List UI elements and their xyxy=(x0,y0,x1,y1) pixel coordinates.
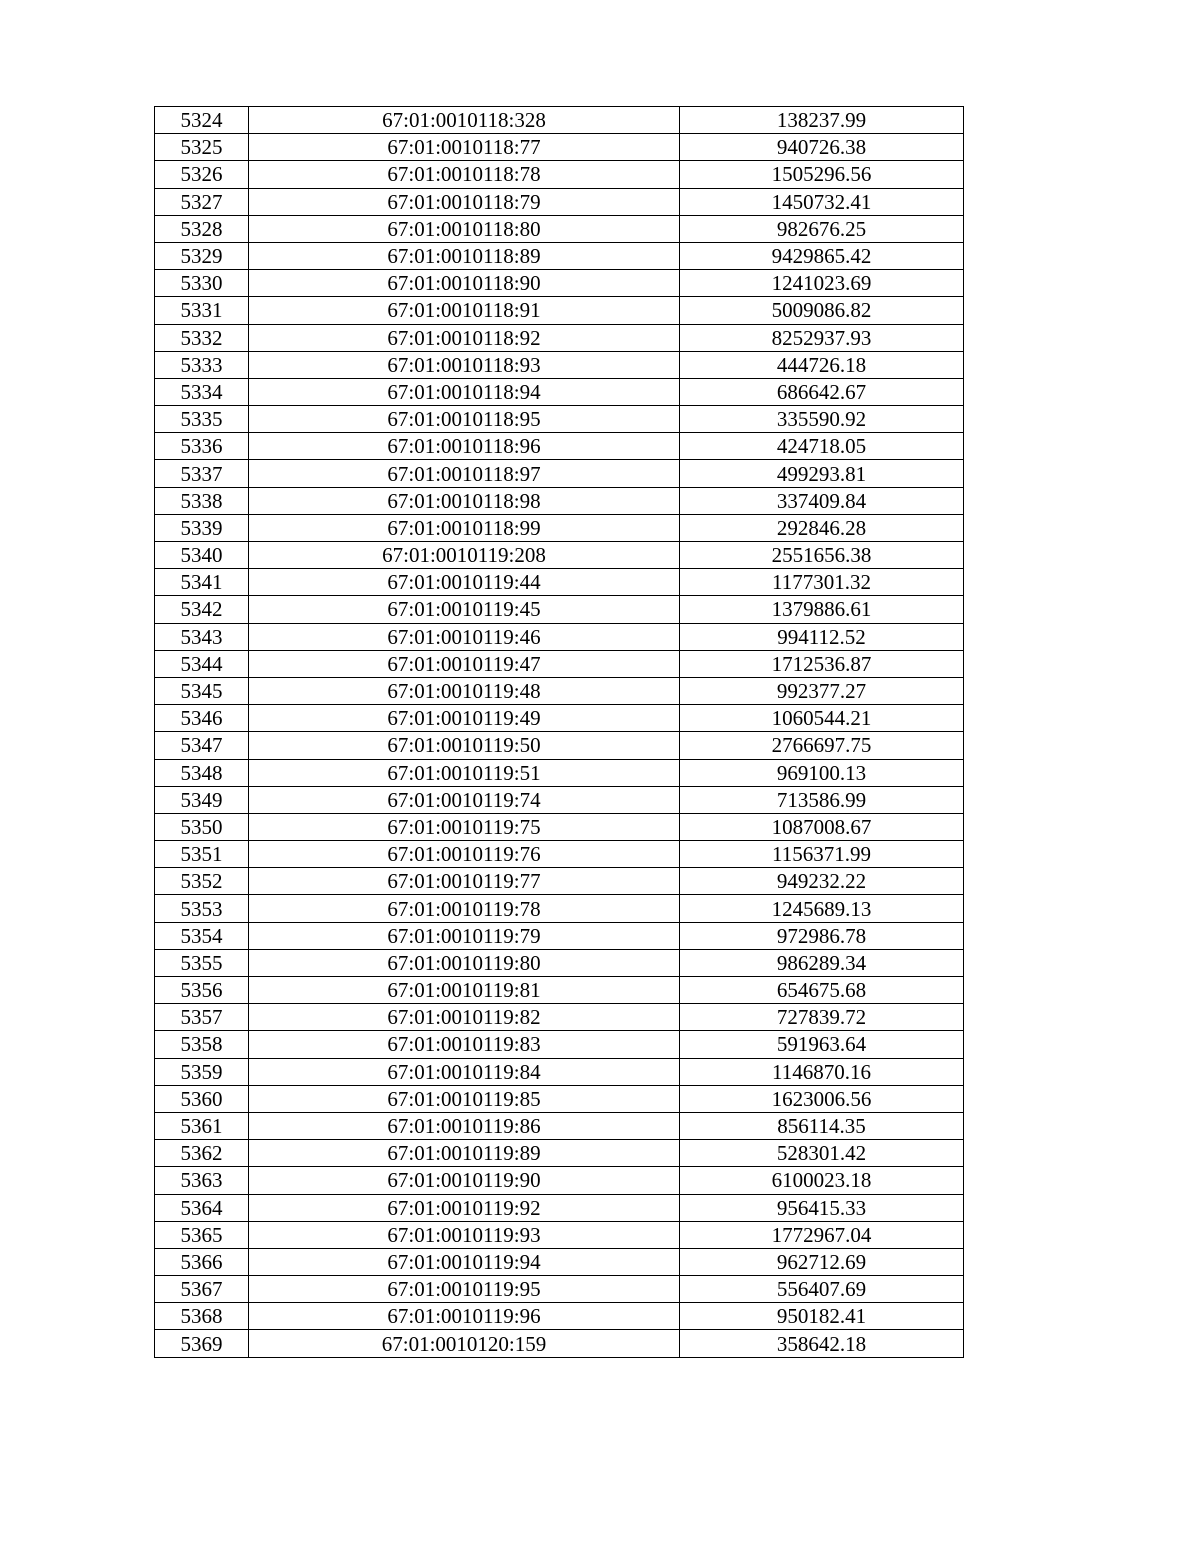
table-row xyxy=(155,324,964,351)
value-cell: 940726.38 xyxy=(680,134,964,161)
cadastral-number-cell: 67:01:0010119:86 xyxy=(249,1112,680,1139)
table-row xyxy=(155,650,964,677)
row-number-cell: 5363 xyxy=(155,1167,249,1194)
value-cell: 956415.33 xyxy=(680,1194,964,1221)
value-cell: 591963.64 xyxy=(680,1031,964,1058)
row-number-cell: 5334 xyxy=(155,378,249,405)
cadastral-number-cell: 67:01:0010118:98 xyxy=(249,487,680,514)
value-cell: 358642.18 xyxy=(680,1330,964,1357)
row-number-cell: 5336 xyxy=(155,433,249,460)
cadastral-number-cell: 67:01:0010119:50 xyxy=(249,732,680,759)
row-number-cell: 5341 xyxy=(155,569,249,596)
row-number-cell: 5356 xyxy=(155,977,249,1004)
row-number-cell: 5327 xyxy=(155,188,249,215)
cadastral-number-cell: 67:01:0010119:45 xyxy=(249,596,680,623)
value-cell: 727839.72 xyxy=(680,1004,964,1031)
cadastral-number-cell: 67:01:0010118:93 xyxy=(249,351,680,378)
table-row xyxy=(155,569,964,596)
row-number-cell: 5340 xyxy=(155,542,249,569)
cadastral-number-cell: 67:01:0010118:96 xyxy=(249,433,680,460)
row-number-cell: 5350 xyxy=(155,813,249,840)
table-body xyxy=(155,107,964,1358)
table-row xyxy=(155,1140,964,1167)
cadastral-number-cell: 67:01:0010118:90 xyxy=(249,270,680,297)
cadastral-number-cell: 67:01:0010119:51 xyxy=(249,759,680,786)
cadastral-number-cell: 67:01:0010119:83 xyxy=(249,1031,680,1058)
value-cell: 8252937.93 xyxy=(680,324,964,351)
cadastral-number-cell: 67:01:0010119:46 xyxy=(249,623,680,650)
table-row xyxy=(155,378,964,405)
cadastral-number-cell: 67:01:0010118:91 xyxy=(249,297,680,324)
cadastral-number-cell: 67:01:0010118:78 xyxy=(249,161,680,188)
row-number-cell: 5367 xyxy=(155,1276,249,1303)
cadastral-number-cell: 67:01:0010119:89 xyxy=(249,1140,680,1167)
table-row xyxy=(155,1167,964,1194)
value-cell: 1450732.41 xyxy=(680,188,964,215)
value-cell: 2551656.38 xyxy=(680,542,964,569)
value-cell: 986289.34 xyxy=(680,949,964,976)
cadastral-number-cell: 67:01:0010119:44 xyxy=(249,569,680,596)
cadastral-number-cell: 67:01:0010118:328 xyxy=(249,107,680,134)
value-cell: 424718.05 xyxy=(680,433,964,460)
table-row xyxy=(155,841,964,868)
value-cell: 969100.13 xyxy=(680,759,964,786)
value-cell: 1772967.04 xyxy=(680,1221,964,1248)
table-row xyxy=(155,895,964,922)
table-row xyxy=(155,677,964,704)
row-number-cell: 5326 xyxy=(155,161,249,188)
value-cell: 337409.84 xyxy=(680,487,964,514)
cadastral-number-cell: 67:01:0010118:92 xyxy=(249,324,680,351)
cadastral-number-cell: 67:01:0010119:93 xyxy=(249,1221,680,1248)
table-row xyxy=(155,188,964,215)
cadastral-number-cell: 67:01:0010120:159 xyxy=(249,1330,680,1357)
row-number-cell: 5339 xyxy=(155,514,249,541)
value-cell: 654675.68 xyxy=(680,977,964,1004)
row-number-cell: 5349 xyxy=(155,786,249,813)
value-cell: 1156371.99 xyxy=(680,841,964,868)
row-number-cell: 5353 xyxy=(155,895,249,922)
table-row xyxy=(155,922,964,949)
row-number-cell: 5346 xyxy=(155,705,249,732)
cadastral-number-cell: 67:01:0010119:94 xyxy=(249,1248,680,1275)
row-number-cell: 5368 xyxy=(155,1303,249,1330)
table-row xyxy=(155,1194,964,1221)
value-cell: 686642.67 xyxy=(680,378,964,405)
value-cell: 1241023.69 xyxy=(680,270,964,297)
row-number-cell: 5348 xyxy=(155,759,249,786)
value-cell: 972986.78 xyxy=(680,922,964,949)
cadastral-number-cell: 67:01:0010119:77 xyxy=(249,868,680,895)
value-cell: 1505296.56 xyxy=(680,161,964,188)
table-row xyxy=(155,161,964,188)
table-row xyxy=(155,786,964,813)
cadastral-number-cell: 67:01:0010118:99 xyxy=(249,514,680,541)
cadastral-number-cell: 67:01:0010119:75 xyxy=(249,813,680,840)
cadastral-number-cell: 67:01:0010119:208 xyxy=(249,542,680,569)
row-number-cell: 5351 xyxy=(155,841,249,868)
value-cell: 962712.69 xyxy=(680,1248,964,1275)
cadastral-number-cell: 67:01:0010119:92 xyxy=(249,1194,680,1221)
value-cell: 2766697.75 xyxy=(680,732,964,759)
row-number-cell: 5344 xyxy=(155,650,249,677)
row-number-cell: 5343 xyxy=(155,623,249,650)
cadastral-number-cell: 67:01:0010118:95 xyxy=(249,406,680,433)
value-cell: 994112.52 xyxy=(680,623,964,650)
cadastral-number-cell: 67:01:0010119:85 xyxy=(249,1085,680,1112)
value-cell: 949232.22 xyxy=(680,868,964,895)
value-cell: 1060544.21 xyxy=(680,705,964,732)
row-number-cell: 5333 xyxy=(155,351,249,378)
table-row xyxy=(155,487,964,514)
cadastral-number-cell: 67:01:0010119:80 xyxy=(249,949,680,976)
table-row xyxy=(155,270,964,297)
table-row xyxy=(155,1248,964,1275)
table-row xyxy=(155,732,964,759)
row-number-cell: 5365 xyxy=(155,1221,249,1248)
table-row xyxy=(155,107,964,134)
value-cell: 528301.42 xyxy=(680,1140,964,1167)
row-number-cell: 5354 xyxy=(155,922,249,949)
cadastral-number-cell: 67:01:0010118:80 xyxy=(249,215,680,242)
table-row xyxy=(155,134,964,161)
table-row xyxy=(155,977,964,1004)
row-number-cell: 5324 xyxy=(155,107,249,134)
value-cell: 1087008.67 xyxy=(680,813,964,840)
value-cell: 138237.99 xyxy=(680,107,964,134)
row-number-cell: 5358 xyxy=(155,1031,249,1058)
cadastral-number-cell: 67:01:0010119:48 xyxy=(249,677,680,704)
cadastral-number-cell: 67:01:0010119:84 xyxy=(249,1058,680,1085)
cadastral-number-cell: 67:01:0010119:74 xyxy=(249,786,680,813)
table-row xyxy=(155,1031,964,1058)
value-cell: 5009086.82 xyxy=(680,297,964,324)
cadastral-number-cell: 67:01:0010118:79 xyxy=(249,188,680,215)
value-cell: 856114.35 xyxy=(680,1112,964,1139)
table-row xyxy=(155,215,964,242)
row-number-cell: 5355 xyxy=(155,949,249,976)
value-cell: 335590.92 xyxy=(680,406,964,433)
row-number-cell: 5335 xyxy=(155,406,249,433)
cadastral-number-cell: 67:01:0010119:96 xyxy=(249,1303,680,1330)
row-number-cell: 5325 xyxy=(155,134,249,161)
cadastral-number-cell: 67:01:0010119:90 xyxy=(249,1167,680,1194)
row-number-cell: 5328 xyxy=(155,215,249,242)
row-number-cell: 5357 xyxy=(155,1004,249,1031)
table-row xyxy=(155,1330,964,1357)
value-cell: 1146870.16 xyxy=(680,1058,964,1085)
value-cell: 6100023.18 xyxy=(680,1167,964,1194)
cadastral-value-table xyxy=(154,106,964,1358)
table-row xyxy=(155,1276,964,1303)
cadastral-number-cell: 67:01:0010118:97 xyxy=(249,460,680,487)
table-row xyxy=(155,1085,964,1112)
cadastral-number-cell: 67:01:0010119:49 xyxy=(249,705,680,732)
cadastral-number-cell: 67:01:0010118:77 xyxy=(249,134,680,161)
value-cell: 9429865.42 xyxy=(680,242,964,269)
table-row xyxy=(155,949,964,976)
table-row xyxy=(155,351,964,378)
value-cell: 713586.99 xyxy=(680,786,964,813)
cadastral-number-cell: 67:01:0010119:95 xyxy=(249,1276,680,1303)
row-number-cell: 5330 xyxy=(155,270,249,297)
table-row xyxy=(155,297,964,324)
row-number-cell: 5362 xyxy=(155,1140,249,1167)
row-number-cell: 5347 xyxy=(155,732,249,759)
cadastral-number-cell: 67:01:0010119:79 xyxy=(249,922,680,949)
row-number-cell: 5359 xyxy=(155,1058,249,1085)
value-cell: 1245689.13 xyxy=(680,895,964,922)
row-number-cell: 5361 xyxy=(155,1112,249,1139)
row-number-cell: 5338 xyxy=(155,487,249,514)
value-cell: 1623006.56 xyxy=(680,1085,964,1112)
row-number-cell: 5345 xyxy=(155,677,249,704)
row-number-cell: 5360 xyxy=(155,1085,249,1112)
table-row xyxy=(155,868,964,895)
table-row xyxy=(155,514,964,541)
table-row xyxy=(155,623,964,650)
cadastral-number-cell: 67:01:0010119:47 xyxy=(249,650,680,677)
row-number-cell: 5337 xyxy=(155,460,249,487)
table-row xyxy=(155,705,964,732)
cadastral-number-cell: 67:01:0010118:89 xyxy=(249,242,680,269)
row-number-cell: 5332 xyxy=(155,324,249,351)
table-row xyxy=(155,1004,964,1031)
table-row xyxy=(155,433,964,460)
value-cell: 499293.81 xyxy=(680,460,964,487)
table-row xyxy=(155,596,964,623)
cadastral-number-cell: 67:01:0010119:78 xyxy=(249,895,680,922)
cadastral-number-cell: 67:01:0010119:82 xyxy=(249,1004,680,1031)
table-row xyxy=(155,460,964,487)
cadastral-number-cell: 67:01:0010119:81 xyxy=(249,977,680,1004)
table-row xyxy=(155,813,964,840)
value-cell: 556407.69 xyxy=(680,1276,964,1303)
table-row xyxy=(155,542,964,569)
row-number-cell: 5352 xyxy=(155,868,249,895)
cadastral-number-cell: 67:01:0010118:94 xyxy=(249,378,680,405)
value-cell: 992377.27 xyxy=(680,677,964,704)
row-number-cell: 5329 xyxy=(155,242,249,269)
value-cell: 444726.18 xyxy=(680,351,964,378)
row-number-cell: 5342 xyxy=(155,596,249,623)
row-number-cell: 5364 xyxy=(155,1194,249,1221)
value-cell: 1712536.87 xyxy=(680,650,964,677)
value-cell: 982676.25 xyxy=(680,215,964,242)
value-cell: 1379886.61 xyxy=(680,596,964,623)
value-cell: 950182.41 xyxy=(680,1303,964,1330)
table-row xyxy=(155,1058,964,1085)
row-number-cell: 5366 xyxy=(155,1248,249,1275)
table-row xyxy=(155,1303,964,1330)
table-row xyxy=(155,406,964,433)
table-row xyxy=(155,759,964,786)
value-cell: 1177301.32 xyxy=(680,569,964,596)
value-cell: 292846.28 xyxy=(680,514,964,541)
row-number-cell: 5331 xyxy=(155,297,249,324)
row-number-cell: 5369 xyxy=(155,1330,249,1357)
table-row xyxy=(155,1112,964,1139)
cadastral-number-cell: 67:01:0010119:76 xyxy=(249,841,680,868)
table-row xyxy=(155,242,964,269)
table-row xyxy=(155,1221,964,1248)
